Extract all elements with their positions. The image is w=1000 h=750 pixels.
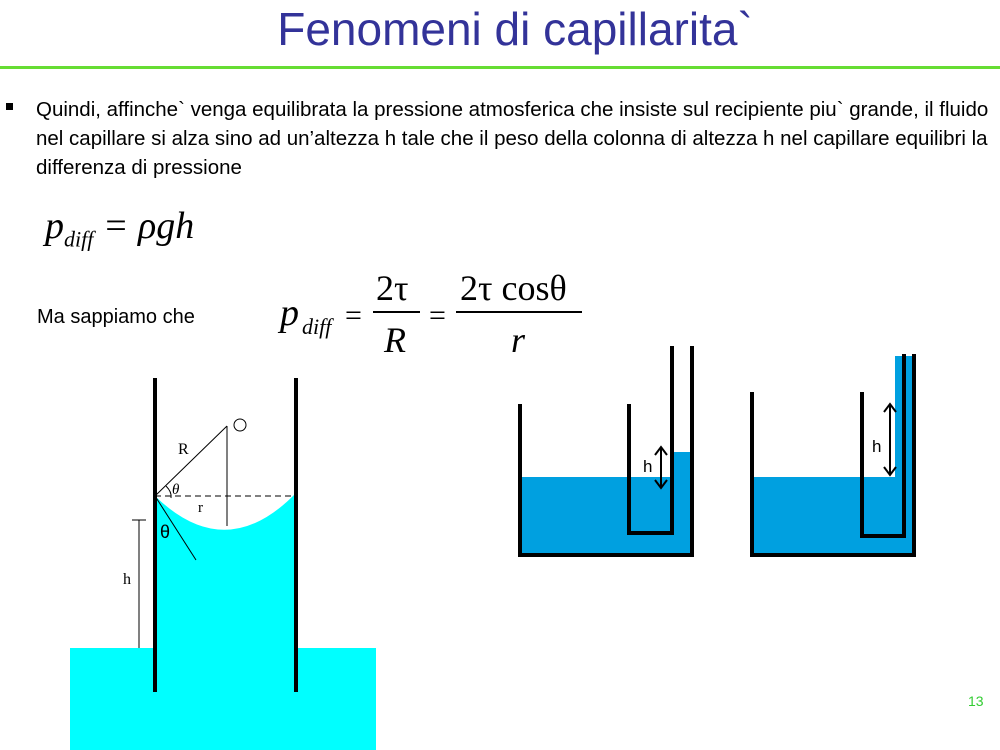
eq2-eq-sign-1: = bbox=[345, 299, 362, 332]
container-fluid-2 bbox=[752, 477, 912, 555]
eq1-rhs: = ρgh bbox=[93, 205, 195, 247]
eq2-eq-sign-2: = bbox=[429, 299, 446, 332]
label-h-right-1: h bbox=[643, 457, 653, 476]
bullet-text: Quindi, affinche` venga equilibrata la pressione atmosferica che insiste sul recipiente piu` grande, il fluido nel capillare si alza sino ad un’altezza h tale che il peso della colonna di altezza h nel capillare equilibri la differenza di pressione bbox=[36, 98, 989, 179]
container-fluid-1 bbox=[520, 477, 690, 555]
eq2-sub: diff bbox=[302, 314, 332, 339]
eq2-num2: 2τ cosθ bbox=[460, 268, 567, 308]
slide-title: Fenomeni di capillarita` bbox=[277, 3, 753, 55]
tube-fluid-1 bbox=[674, 452, 690, 482]
diagram-right-1 bbox=[520, 346, 692, 555]
label-theta: θ bbox=[160, 522, 171, 542]
label-theta-top: θ bbox=[172, 482, 180, 498]
label-r-small: r bbox=[198, 500, 203, 516]
page-number: 13 bbox=[968, 693, 984, 709]
equation-intro: Ma sappiamo che bbox=[37, 306, 195, 328]
eq2-p: p bbox=[280, 292, 299, 334]
eq2-den1: R bbox=[384, 320, 406, 360]
reservoir-fluid bbox=[70, 648, 376, 750]
diagram-left-capillary bbox=[70, 378, 376, 750]
eq2-num1: 2τ bbox=[376, 268, 409, 308]
diagram-right-2 bbox=[752, 354, 914, 555]
label-h-right-2: h bbox=[872, 437, 882, 456]
eq1-p: p bbox=[45, 205, 64, 247]
equation-laplace bbox=[277, 268, 582, 360]
capillary-fluid-column bbox=[155, 493, 296, 650]
label-r-big: R bbox=[178, 441, 189, 458]
eq1-sub: diff bbox=[64, 226, 94, 252]
eq2-den2: r bbox=[511, 320, 526, 360]
label-h-left: h bbox=[123, 571, 131, 588]
radius-line bbox=[155, 426, 227, 496]
